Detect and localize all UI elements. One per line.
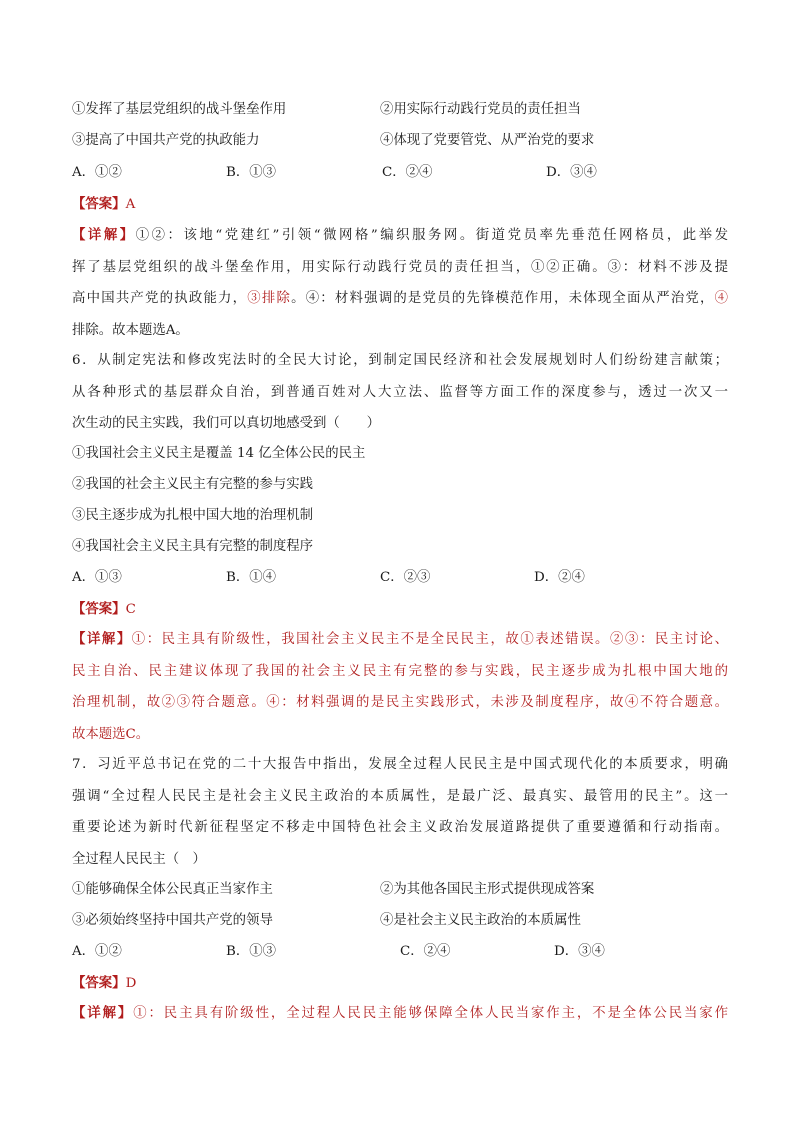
q5-detail-line-2: 挥了基层党组织的战斗堡垒作用，用实际行动践行党员的责任担当，①②正确。③：材料不涉及提 (72, 259, 728, 275)
q6-detail-line-1: 【详解】①：民主具有阶级性，我国社会主义民主不是全民民主，故①表述错误。②③：民主讨论、 (72, 631, 729, 647)
q5-option-4: ④体现了党要管党、从严治党的要求 (380, 133, 595, 148)
q5-option-3: ③提高了中国共产党的执政能力 (72, 133, 260, 148)
q6-detail-label: 【详解】 (72, 631, 132, 647)
q6-choice-a: A．①③ (72, 570, 122, 585)
q6-answer-label: 【答案】 (72, 601, 126, 617)
q7-detail-line-1: 【详解】①：民主具有阶级性，全过程人民民主能够保障全体人民当家作主，不是全体公民当家作 (72, 1005, 728, 1021)
q6-detail (72, 624, 728, 750)
q7-option-4: ④是社会主义民主政治的本质属性 (380, 913, 581, 928)
q7-stem-line-3: 重要论述为新时代新征程坚定不移走中国特色社会主义政治发展道路提供了重要遵循和行动指南。 (72, 820, 728, 835)
q6-choice-d: D．②④ (534, 570, 585, 585)
q5-detail-line-4: 排除。故本题选A。 (72, 322, 189, 338)
q6-stem-line-3: 次生动的民主实践，我们可以真切地感受到（ ） (72, 416, 380, 431)
q6-answer (72, 599, 136, 620)
q7-detail (72, 998, 728, 1030)
q6-stem-line-2: 从各种形式的基层群众自治，到普通百姓对人大立法、监督等方面工作的深度参与，透过一次又一 (72, 384, 728, 400)
q6-option-3: ③民主逐步成为扎根中国大地的治理机制 (72, 508, 314, 523)
q7-detail-label: 【详解】 (72, 1005, 134, 1021)
q5-detail (72, 220, 728, 346)
q7-answer-label: 【答案】 (72, 975, 126, 991)
q6-option-2: ②我国的社会主义民主有完整的参与实践 (72, 477, 314, 492)
q5-choice-d: D．③④ (546, 165, 597, 180)
q6-stem-line-1: 6．从制定宪法和修改宪法时的全民大讨论，到制定国民经济和社会发展规划时人们纷纷建言献策； (72, 353, 728, 368)
q7-stem-line-4: 全过程人民民主（ ） (72, 851, 206, 867)
q6-stem (72, 345, 728, 440)
q5-option-2: ②用实际行动践行党员的责任担当 (380, 102, 581, 117)
q5-answer-value: A (125, 197, 136, 212)
q6-detail-line-3: 治理机制，故②③符合题意。④：材料强调的是民主实践形式，未涉及制度程序，故④不符合题意。 (72, 695, 728, 710)
q6-answer-value: C (125, 602, 136, 617)
q7-answer (72, 973, 136, 994)
q5-choice-a: A．①② (72, 165, 122, 180)
q5-choice-b: B．①③ (226, 165, 277, 180)
q7-choice-a: A．①② (72, 944, 122, 959)
q7-option-3: ③必须始终坚持中国共产党的领导 (72, 913, 273, 928)
q6-option-4: ④我国社会主义民主具有完整的制度程序 (72, 539, 314, 554)
q6-detail-line-4: 故本题选C。 (72, 726, 150, 742)
q7-option-1: ①能够确保全体公民真正当家作主 (72, 882, 273, 897)
q7-stem-line-1: 7．习近平总书记在党的二十大报告中指出，发展全过程人民民主是中国式现代化的本质要求，明确 (72, 757, 728, 772)
q7-answer-value: D (125, 976, 137, 991)
q7-choice-d: D．③④ (554, 944, 605, 959)
q7-stem-line-2: 强调“全过程人民民主是社会主义民主政治的本质属性，是最广泛、最真实、最管用的民主”。这一 (72, 788, 728, 804)
q7-option-2: ②为其他各国民主形式提供现成答案 (380, 882, 595, 897)
q6-detail-line-2: 民主自治、民主建议体现了我国的社会主义民主有完整的参与实践，民主逐步成为扎根中国大地的 (72, 663, 728, 679)
q6-choice-b: B．①④ (226, 570, 277, 585)
q5-option-1: ①发挥了基层党组织的战斗堡垒作用 (72, 102, 287, 117)
q5-detail-line-3: 高中国共产党的执政能力，③排除。④：材料强调的是党员的先锋模范作用，未体现全面从严治党，④ (72, 291, 729, 306)
q7-choice-c: C．②④ (400, 944, 451, 959)
q5-detail-line-1: 【详解】①②：该地“党建红”引领“微网格”编织服务网。街道党员率先垂范任网格员，此举发 (72, 227, 728, 243)
q6-option-1: ①我国社会主义民主是覆盖 14 亿全体公民的民主 (72, 446, 366, 461)
q5-detail-label: 【详解】 (72, 227, 136, 243)
q5-answer (72, 194, 135, 215)
q5-answer-label: 【答案】 (72, 196, 126, 212)
q6-choice-c: C．②③ (380, 570, 431, 585)
q7-stem (72, 749, 728, 875)
q7-choice-b: B．①③ (226, 944, 277, 959)
q5-choice-c: C．②④ (382, 165, 433, 180)
